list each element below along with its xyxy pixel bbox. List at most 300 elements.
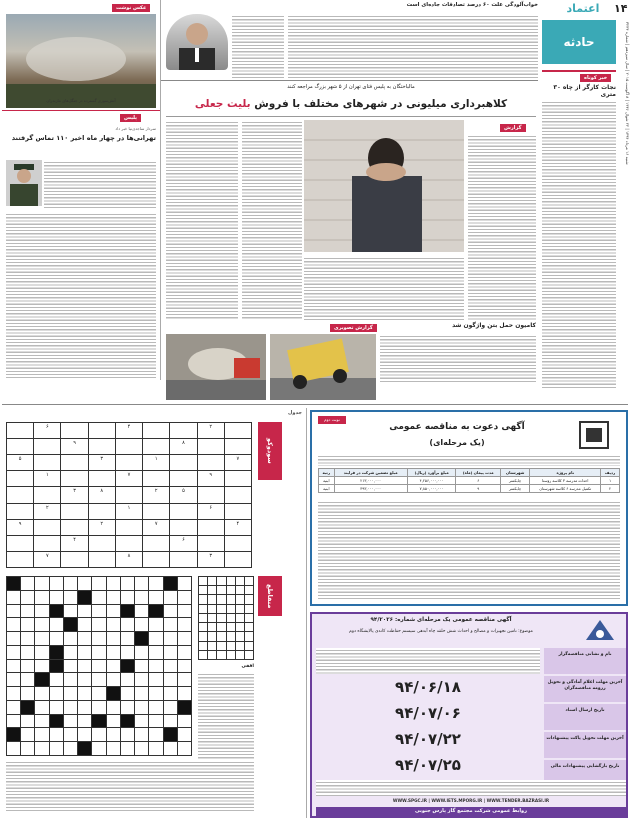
- sudoku-cell[interactable]: [7, 439, 33, 454]
- crossword-block: [64, 618, 77, 631]
- wordsearch-grid[interactable]: [198, 576, 254, 660]
- wordsearch-cell[interactable]: [199, 605, 207, 613]
- sudoku-cell[interactable]: [225, 439, 251, 454]
- crossword-cell[interactable]: [149, 673, 162, 686]
- crossword-cell[interactable]: [50, 728, 63, 741]
- wordsearch-cell[interactable]: [208, 623, 216, 631]
- crossword-cell[interactable]: [7, 687, 20, 700]
- wordsearch-cell[interactable]: [227, 623, 235, 631]
- crossword-cell[interactable]: [50, 687, 63, 700]
- wordsearch-cell[interactable]: [199, 586, 207, 594]
- crossword-cell[interactable]: [7, 701, 20, 714]
- sudoku-cell[interactable]: [116, 487, 142, 502]
- crossword-cell[interactable]: [21, 715, 34, 728]
- sudoku-cell[interactable]: ۲: [143, 487, 169, 502]
- crossword-cell[interactable]: [107, 646, 120, 659]
- crossword-cell[interactable]: [149, 618, 162, 631]
- sudoku-cell[interactable]: ۱: [143, 455, 169, 470]
- sudoku-cell[interactable]: [7, 471, 33, 486]
- sudoku-cell[interactable]: [198, 520, 224, 535]
- sudoku-cell[interactable]: ۳: [89, 455, 115, 470]
- crossword-cell[interactable]: [21, 728, 34, 741]
- crossword-cell[interactable]: [149, 591, 162, 604]
- sudoku-cell[interactable]: [89, 471, 115, 486]
- sudoku-cell[interactable]: ۳: [61, 487, 87, 502]
- crossword-cell[interactable]: [121, 687, 134, 700]
- crossword-cell[interactable]: [64, 577, 77, 590]
- crossword-cell[interactable]: [7, 660, 20, 673]
- sudoku-cell[interactable]: ۹: [198, 471, 224, 486]
- wordsearch-cell[interactable]: [245, 651, 253, 659]
- wordsearch-cell[interactable]: [227, 577, 235, 585]
- wordsearch-cell[interactable]: [217, 614, 225, 622]
- crossword-cell[interactable]: [21, 618, 34, 631]
- crossword-cell[interactable]: [178, 591, 191, 604]
- crossword-cell[interactable]: [178, 618, 191, 631]
- sudoku-cell[interactable]: [7, 504, 33, 519]
- sudoku-cell[interactable]: ۶: [198, 504, 224, 519]
- wordsearch-cell[interactable]: [208, 651, 216, 659]
- wordsearch-cell[interactable]: [217, 642, 225, 650]
- wordsearch-cell[interactable]: [208, 605, 216, 613]
- sudoku-cell[interactable]: [143, 423, 169, 438]
- sudoku-cell[interactable]: [61, 520, 87, 535]
- truck-photo-2: [166, 334, 266, 400]
- crossword-cell[interactable]: [64, 687, 77, 700]
- sudoku-cell[interactable]: [116, 520, 142, 535]
- crossword-cell[interactable]: [64, 632, 77, 645]
- crossword-cell[interactable]: [7, 742, 20, 755]
- crossword-cell[interactable]: [121, 673, 134, 686]
- wordsearch-cell[interactable]: [199, 614, 207, 622]
- crossword-cell[interactable]: [92, 577, 105, 590]
- sudoku-cell[interactable]: ۷: [143, 520, 169, 535]
- sudoku-cell[interactable]: [34, 520, 60, 535]
- sudoku-cell[interactable]: [61, 423, 87, 438]
- crossword-cell[interactable]: [164, 646, 177, 659]
- wordsearch-cell[interactable]: [245, 632, 253, 640]
- sudoku-cell[interactable]: [143, 536, 169, 551]
- sudoku-cell[interactable]: [7, 487, 33, 502]
- wordsearch-cell[interactable]: [245, 614, 253, 622]
- wordsearch-cell[interactable]: [227, 632, 235, 640]
- wordsearch-cell[interactable]: [199, 642, 207, 650]
- sudoku-cell[interactable]: [143, 439, 169, 454]
- wordsearch-cell[interactable]: [199, 651, 207, 659]
- tender-2-label: آخرین مهلت تحویل پاکت پیشنهادات: [544, 732, 626, 758]
- crossword-cell[interactable]: [64, 660, 77, 673]
- sudoku-cell[interactable]: [225, 471, 251, 486]
- sudoku-cell[interactable]: ۴: [61, 536, 87, 551]
- crossword-cell[interactable]: [7, 646, 20, 659]
- crossword-cell[interactable]: [135, 660, 148, 673]
- sudoku-cell[interactable]: [225, 423, 251, 438]
- wordsearch-cell[interactable]: [217, 595, 225, 603]
- crossword-cell[interactable]: [92, 742, 105, 755]
- crossword-cell[interactable]: [64, 728, 77, 741]
- wordsearch-cell[interactable]: [199, 632, 207, 640]
- crossword-cell[interactable]: [64, 742, 77, 755]
- crossword-cell[interactable]: [135, 646, 148, 659]
- overturned-truck-icon: [270, 334, 376, 400]
- crossword-cell[interactable]: [107, 591, 120, 604]
- crossword-cell[interactable]: [121, 742, 134, 755]
- wordsearch-cell[interactable]: [236, 586, 244, 594]
- crossword-cell[interactable]: [135, 673, 148, 686]
- crossword-cell[interactable]: [78, 646, 91, 659]
- crossword-cell[interactable]: [149, 715, 162, 728]
- crossword-cell[interactable]: [35, 577, 48, 590]
- crossword-cell[interactable]: [121, 577, 134, 590]
- crossword-grid[interactable]: [6, 576, 192, 756]
- sudoku-cell[interactable]: [89, 423, 115, 438]
- crossword-cell[interactable]: [78, 715, 91, 728]
- crossword-cell[interactable]: [21, 577, 34, 590]
- crossword-cell[interactable]: [135, 577, 148, 590]
- crossword-cell[interactable]: [35, 687, 48, 700]
- sudoku-cell[interactable]: ۹: [7, 520, 33, 535]
- crossword-cell[interactable]: [92, 660, 105, 673]
- crossword-cell[interactable]: [149, 701, 162, 714]
- crossword-cell[interactable]: [135, 715, 148, 728]
- crossword-cell[interactable]: [35, 646, 48, 659]
- tender-1-conditions: [318, 500, 620, 600]
- crossword-cell[interactable]: [178, 660, 191, 673]
- crossword-cell[interactable]: [164, 618, 177, 631]
- crossword-cell[interactable]: [107, 605, 120, 618]
- crossword-cell[interactable]: [78, 632, 91, 645]
- sudoku-cell[interactable]: [225, 552, 251, 567]
- sudoku-cell[interactable]: [116, 455, 142, 470]
- crossword-cell[interactable]: [50, 577, 63, 590]
- crossword-cell[interactable]: [135, 591, 148, 604]
- crossword-cell[interactable]: [21, 687, 34, 700]
- crossword-cell[interactable]: [21, 605, 34, 618]
- crossword-cell[interactable]: [50, 618, 63, 631]
- crossword-cell[interactable]: [7, 605, 20, 618]
- crossword-cell[interactable]: [107, 577, 120, 590]
- wordsearch-cell[interactable]: [236, 577, 244, 585]
- crossword-cell[interactable]: [64, 646, 77, 659]
- crossword-cell[interactable]: [107, 673, 120, 686]
- wordsearch-cell[interactable]: [236, 605, 244, 613]
- crossword-cell[interactable]: [92, 605, 105, 618]
- crossword-cell[interactable]: [78, 618, 91, 631]
- crossword-block: [135, 632, 148, 645]
- wordsearch-cell[interactable]: [208, 614, 216, 622]
- wordsearch-cell[interactable]: [227, 642, 235, 650]
- sudoku-cell[interactable]: [61, 455, 87, 470]
- crossword-cell[interactable]: [149, 646, 162, 659]
- crossword-cell[interactable]: [178, 728, 191, 741]
- wordsearch-cell[interactable]: [217, 577, 225, 585]
- sudoku-cell[interactable]: ۸: [116, 552, 142, 567]
- crossword-cell[interactable]: [21, 742, 34, 755]
- sudoku-cell[interactable]: ۱: [116, 504, 142, 519]
- wordsearch-cell[interactable]: [245, 642, 253, 650]
- main-headline: [166, 94, 536, 114]
- crossword-cell[interactable]: [7, 673, 20, 686]
- sudoku-cell[interactable]: ۷: [34, 552, 60, 567]
- table-cell: چابکسر: [500, 477, 529, 485]
- crossword-cell[interactable]: [135, 687, 148, 700]
- sudoku-cell[interactable]: [198, 455, 224, 470]
- crossword-cell[interactable]: [50, 742, 63, 755]
- sudoku-cell[interactable]: [89, 552, 115, 567]
- crossword-cell[interactable]: [178, 577, 191, 590]
- crossword-cell[interactable]: [50, 673, 63, 686]
- crossword-cell[interactable]: [164, 742, 177, 755]
- sudoku-cell[interactable]: [143, 504, 169, 519]
- crossword-cell[interactable]: [178, 646, 191, 659]
- wordsearch-cell[interactable]: [217, 605, 225, 613]
- sudoku-cell[interactable]: [170, 471, 196, 486]
- wordsearch-cell[interactable]: [245, 623, 253, 631]
- crossword-cell[interactable]: [7, 715, 20, 728]
- wordsearch-cell[interactable]: [227, 586, 235, 594]
- crossword-cell[interactable]: [92, 591, 105, 604]
- crossword-cell[interactable]: [164, 701, 177, 714]
- wordsearch-cell[interactable]: [217, 632, 225, 640]
- crossword-cell[interactable]: [135, 728, 148, 741]
- sudoku-cell[interactable]: [7, 552, 33, 567]
- crossword-cell[interactable]: [164, 673, 177, 686]
- crossword-cell[interactable]: [64, 715, 77, 728]
- crossword-cell[interactable]: [164, 591, 177, 604]
- crossword-cell[interactable]: [35, 660, 48, 673]
- wordsearch-cell[interactable]: [245, 577, 253, 585]
- wordsearch-cell[interactable]: [245, 605, 253, 613]
- crossword-cell[interactable]: [149, 687, 162, 700]
- wordsearch-cell[interactable]: [217, 623, 225, 631]
- crossword-block: [121, 605, 134, 618]
- sudoku-cell[interactable]: ۲: [198, 423, 224, 438]
- crossword-cell[interactable]: [135, 701, 148, 714]
- crossword-cell[interactable]: [7, 632, 20, 645]
- crossword-cell[interactable]: [164, 715, 177, 728]
- sudoku-cell[interactable]: [225, 536, 251, 551]
- wordsearch-cell[interactable]: [236, 623, 244, 631]
- crossword-cell[interactable]: [92, 646, 105, 659]
- crossword-cell[interactable]: [178, 687, 191, 700]
- sudoku-cell[interactable]: ۷: [225, 455, 251, 470]
- crossword-cell[interactable]: [78, 701, 91, 714]
- left-column-rule: [160, 0, 161, 380]
- crossword-cell[interactable]: [50, 632, 63, 645]
- crossword-cell[interactable]: [35, 618, 48, 631]
- wordsearch-cell[interactable]: [245, 586, 253, 594]
- sudoku-cell[interactable]: [7, 536, 33, 551]
- sudoku-cell[interactable]: [170, 552, 196, 567]
- wordsearch-cell[interactable]: [236, 632, 244, 640]
- sudoku-grid[interactable]: [6, 422, 252, 568]
- crossword-cell[interactable]: [149, 742, 162, 755]
- crossword-cell[interactable]: [78, 728, 91, 741]
- wordsearch-cell[interactable]: [236, 651, 244, 659]
- wordsearch-cell[interactable]: [208, 586, 216, 594]
- crossword-cell[interactable]: [107, 701, 120, 714]
- crossword-cell[interactable]: [35, 605, 48, 618]
- sudoku-cell[interactable]: [116, 536, 142, 551]
- crossword-cell[interactable]: [121, 646, 134, 659]
- crossword-cell[interactable]: [178, 715, 191, 728]
- sudoku-cell[interactable]: [61, 552, 87, 567]
- sudoku-cell[interactable]: [198, 487, 224, 502]
- sudoku-cell[interactable]: [170, 423, 196, 438]
- sudoku-cell[interactable]: ۶: [34, 423, 60, 438]
- crossword-cell[interactable]: [178, 742, 191, 755]
- sudoku-cell[interactable]: [61, 504, 87, 519]
- wordsearch-cell[interactable]: [208, 595, 216, 603]
- sudoku-cell[interactable]: ۹: [61, 439, 87, 454]
- crossword-cell[interactable]: [135, 742, 148, 755]
- sudoku-cell[interactable]: [225, 504, 251, 519]
- sudoku-cell[interactable]: [34, 455, 60, 470]
- crossword-cell[interactable]: [21, 632, 34, 645]
- crossword-cell[interactable]: [92, 728, 105, 741]
- crossword-cell[interactable]: [21, 660, 34, 673]
- crossword-cell[interactable]: [92, 673, 105, 686]
- sudoku-cell[interactable]: [225, 487, 251, 502]
- sudoku-cell[interactable]: [34, 536, 60, 551]
- crossword-cell[interactable]: [21, 673, 34, 686]
- crossword-cell[interactable]: [164, 605, 177, 618]
- crossword-cell[interactable]: [78, 687, 91, 700]
- sudoku-cell[interactable]: ۲: [34, 504, 60, 519]
- crossword-cell[interactable]: [178, 673, 191, 686]
- crossword-cell[interactable]: [121, 701, 134, 714]
- crossword-cell[interactable]: [64, 673, 77, 686]
- crossword-cell[interactable]: [78, 605, 91, 618]
- crossword-cell[interactable]: [164, 687, 177, 700]
- crossword-cell[interactable]: [92, 618, 105, 631]
- wordsearch-cell[interactable]: [199, 577, 207, 585]
- wordsearch-cell[interactable]: [208, 632, 216, 640]
- crossword-cell[interactable]: [92, 632, 105, 645]
- crossword-cell[interactable]: [64, 605, 77, 618]
- crossword-cell[interactable]: [78, 673, 91, 686]
- sudoku-cell[interactable]: [7, 423, 33, 438]
- sudoku-cell[interactable]: ۲: [89, 520, 115, 535]
- sudoku-cell[interactable]: [198, 439, 224, 454]
- crossword-cell[interactable]: [35, 715, 48, 728]
- wordsearch-cell[interactable]: [245, 595, 253, 603]
- crossword-cell[interactable]: [135, 605, 148, 618]
- sudoku-cell[interactable]: [143, 552, 169, 567]
- crossword-cell[interactable]: [149, 728, 162, 741]
- crossword-cell[interactable]: [164, 660, 177, 673]
- sudoku-cell[interactable]: ۸: [170, 439, 196, 454]
- tender-2-date-1: ۹۴/۰۶/۱۸: [395, 678, 461, 696]
- crossword-cell[interactable]: [149, 632, 162, 645]
- wordsearch-cell[interactable]: [227, 614, 235, 622]
- sudoku-cell[interactable]: [170, 520, 196, 535]
- crossword-cell[interactable]: [121, 618, 134, 631]
- crossword-cell[interactable]: [178, 632, 191, 645]
- sudoku-cell[interactable]: ۸: [89, 487, 115, 502]
- crossword-cell[interactable]: [35, 701, 48, 714]
- wordsearch-cell[interactable]: [236, 614, 244, 622]
- sudoku-cell[interactable]: [89, 504, 115, 519]
- sudoku-cell[interactable]: ۶: [170, 536, 196, 551]
- sudoku-cell[interactable]: ۴: [225, 520, 251, 535]
- tender-2-website[interactable]: WWW.SPGC.IR | WWW.IETS.MPORG.IR | WWW.TENDER.BAZRASI.IR: [392, 798, 550, 803]
- crossword-cell[interactable]: [35, 591, 48, 604]
- crossword-cell[interactable]: [107, 728, 120, 741]
- wordsearch-cell[interactable]: [199, 623, 207, 631]
- sudoku-cell[interactable]: [89, 536, 115, 551]
- sudoku-cell[interactable]: [170, 504, 196, 519]
- crossword-cell[interactable]: [107, 742, 120, 755]
- crossword-cell[interactable]: [164, 632, 177, 645]
- wordsearch-cell[interactable]: [217, 586, 225, 594]
- sudoku-cell[interactable]: ۴: [116, 423, 142, 438]
- sudoku-cell[interactable]: ۵: [7, 455, 33, 470]
- crossword-cell[interactable]: [35, 742, 48, 755]
- crossword-cell[interactable]: [92, 687, 105, 700]
- sudoku-cell[interactable]: ۳: [198, 552, 224, 567]
- sudoku-cell[interactable]: [34, 487, 60, 502]
- crossword-cell[interactable]: [50, 701, 63, 714]
- crossword-cell[interactable]: [178, 605, 191, 618]
- sudoku-cell[interactable]: [116, 439, 142, 454]
- sudoku-cell[interactable]: ۷: [116, 471, 142, 486]
- crossword-cell[interactable]: [121, 728, 134, 741]
- crossword-cell[interactable]: [7, 591, 20, 604]
- crossword-cell[interactable]: [21, 646, 34, 659]
- sudoku-cell[interactable]: [143, 471, 169, 486]
- crossword-cell[interactable]: [35, 728, 48, 741]
- crossword-cell[interactable]: [149, 660, 162, 673]
- table-cell: احداث مدرسه ۳ کلاسه روستا: [530, 477, 601, 485]
- crossword-cell[interactable]: [107, 618, 120, 631]
- crossword-cell[interactable]: [107, 660, 120, 673]
- sudoku-cell[interactable]: [198, 536, 224, 551]
- wordsearch-cell[interactable]: [217, 651, 225, 659]
- wordsearch-cell[interactable]: [208, 642, 216, 650]
- sudoku-cell[interactable]: ۱: [34, 471, 60, 486]
- wordsearch-cell[interactable]: [227, 651, 235, 659]
- crossword-cell[interactable]: [64, 591, 77, 604]
- crossword-cell[interactable]: [107, 715, 120, 728]
- crossword-cell[interactable]: [7, 618, 20, 631]
- wordsearch-cell[interactable]: [236, 595, 244, 603]
- sudoku-cell[interactable]: [61, 471, 87, 486]
- wordsearch-cell[interactable]: [227, 605, 235, 613]
- crossword-cell[interactable]: [35, 632, 48, 645]
- crossword-cell[interactable]: [121, 591, 134, 604]
- crossword-cell[interactable]: [121, 632, 134, 645]
- sudoku-cell[interactable]: ۵: [170, 487, 196, 502]
- crossword-cell[interactable]: [21, 591, 34, 604]
- crossword-cell[interactable]: [135, 618, 148, 631]
- sudoku-cell[interactable]: [34, 439, 60, 454]
- wordsearch-cell[interactable]: [208, 577, 216, 585]
- wordsearch-cell[interactable]: [199, 595, 207, 603]
- upper-bottom-rule: [2, 404, 628, 405]
- crossword-cell[interactable]: [107, 632, 120, 645]
- crossword-cell[interactable]: [50, 591, 63, 604]
- crossword-cell[interactable]: [92, 701, 105, 714]
- crossword-cell[interactable]: [78, 577, 91, 590]
- wordsearch-cell[interactable]: [227, 595, 235, 603]
- sudoku-cell[interactable]: [89, 439, 115, 454]
- sudoku-cell[interactable]: [170, 455, 196, 470]
- crossword-cell[interactable]: [149, 577, 162, 590]
- crossword-cell[interactable]: [78, 660, 91, 673]
- wordsearch-cell[interactable]: [236, 642, 244, 650]
- crossword-cell[interactable]: [64, 701, 77, 714]
